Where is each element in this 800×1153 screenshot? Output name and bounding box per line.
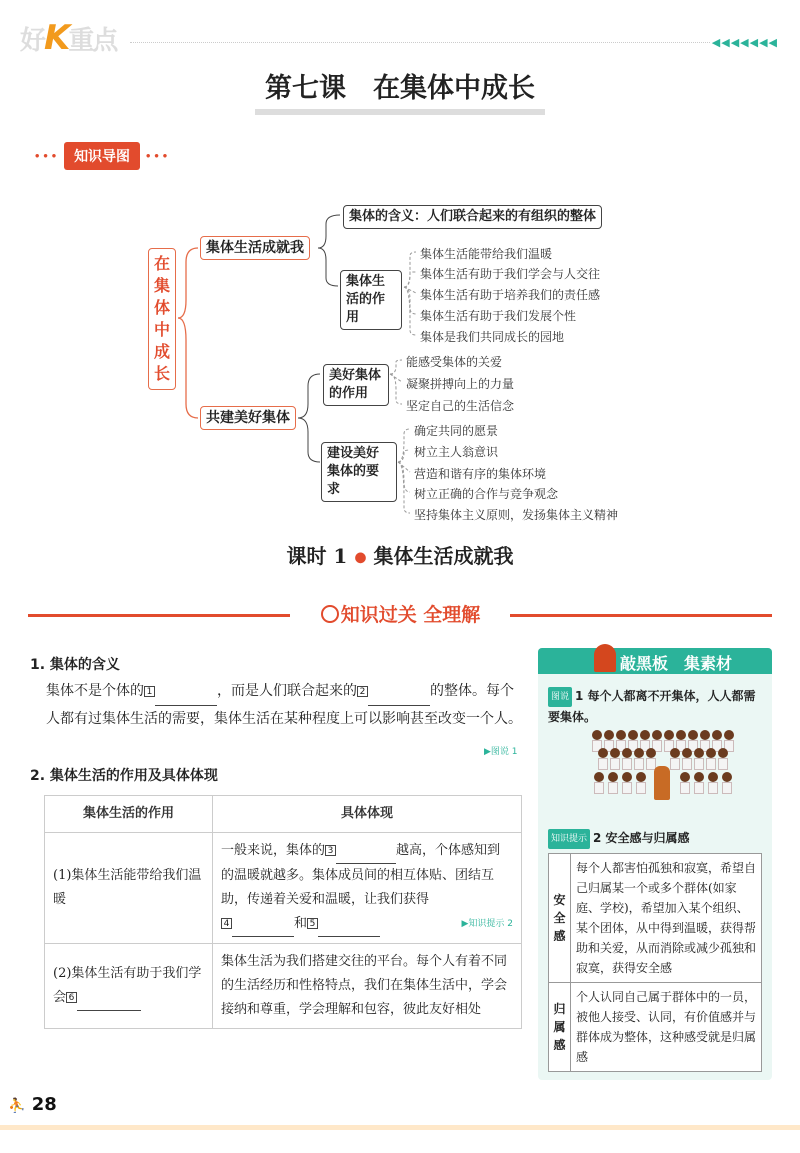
- table-cell-detail: [213, 833, 522, 944]
- q1-text-2: ，而是人们联合起来的: [217, 683, 357, 699]
- mindmap-leaf: 坚定自己的生活信念: [406, 399, 515, 413]
- section-title-topic: 集体生活成就我: [373, 544, 514, 568]
- blank-number: 6: [66, 992, 77, 1003]
- mindmap-definition: 集体的含义：人们联合起来的有组织的整体: [343, 205, 602, 229]
- mindmap-leaf: 坚持集体主义原则，发扬集体主义精神: [414, 508, 619, 522]
- mindmap-leaf: 集体生活能带给我们温暖: [420, 247, 553, 261]
- knowledge-banner: [28, 600, 772, 630]
- blank-6-input[interactable]: [77, 986, 141, 1011]
- blank-number: 1: [144, 686, 155, 697]
- choir-illustration: [590, 728, 734, 804]
- lesson-title: 第七课 在集体中成长: [255, 66, 545, 115]
- q1-heading: 1. 集体的含义: [30, 657, 120, 673]
- row1-text-a: 一般来说，集体的: [221, 843, 326, 858]
- role-table: [44, 795, 522, 1029]
- table-row: [549, 854, 762, 983]
- banner-line-left: [28, 614, 290, 617]
- swirl-icon: [321, 605, 339, 623]
- mindmap-leaf: 集体生活有助于我们发展个性: [420, 309, 577, 323]
- safety-label: 安全感: [549, 854, 571, 983]
- q1-text-1: 集体不是个体的: [46, 683, 144, 699]
- belonging-text: 个人认同自己属于群体中的一员，被他人接受、认同，有价值感并与群体成为整体，这种感受就是归属感: [571, 983, 762, 1072]
- banner-line-right: [510, 614, 772, 617]
- row1-text-b: 越高，个体感知到的温暖就越多。集体成员间的相互体贴、团结互助，传递着关爱和温暖，让我们获得: [221, 843, 501, 907]
- brand-text: 重点: [68, 26, 117, 56]
- table-cell-role: [45, 944, 213, 1029]
- sidebar-title: 敲黑板 集素材: [620, 654, 733, 673]
- lesson-title-wrap: [0, 66, 800, 115]
- mind-map-connectors: [0, 190, 800, 530]
- row2-role: (2)集体生活有助于我们学会: [53, 965, 202, 1005]
- knowledge-tip-ref[interactable]: ▶知识提示 2: [461, 919, 513, 929]
- runner-icon: ⛹: [8, 1098, 26, 1114]
- mindmap-leaf: 凝聚拼搏向上的力量: [406, 377, 515, 391]
- tip-tag: 知识提示: [548, 829, 590, 849]
- bullet-icon: ●: [354, 549, 367, 566]
- mindmap-leaf: 集体生活有助于培养我们的责任感: [420, 288, 601, 302]
- mindmap-leaf: 树立主人翁意识: [414, 445, 499, 459]
- page-number: [8, 1094, 57, 1115]
- sidebar-header: [538, 648, 772, 674]
- blank-4-input[interactable]: [232, 912, 294, 937]
- mindmap-role-b: 美好集体的作用: [323, 364, 389, 406]
- bottom-divider: [0, 1125, 800, 1130]
- belonging-label: 归属感: [549, 983, 571, 1072]
- section-title: [0, 540, 800, 569]
- dots-right-icon: •••: [144, 151, 171, 163]
- brand-logo: 好K重点: [20, 18, 117, 58]
- teacher-icon: [594, 644, 616, 672]
- blank-5-input[interactable]: [318, 912, 380, 937]
- q1-paragraph: [46, 678, 524, 733]
- q2-heading: 2. 集体生活的作用及具体体现: [30, 768, 218, 784]
- figure-tag: 图说: [548, 687, 572, 707]
- mindmap-role-a: 集体生活的作用: [340, 270, 402, 330]
- figure-ref-1[interactable]: ▶图说 1: [484, 747, 518, 757]
- mindmap-leaf: 树立正确的合作与竞争观念: [414, 487, 559, 501]
- sidebar-item-tip: [548, 828, 690, 849]
- banner-label: [298, 600, 503, 627]
- mindmap-leaf: 营造和谐有序的集体环境: [414, 467, 547, 481]
- mind-map: [0, 190, 800, 530]
- knowledge-map-label: 知识导图: [64, 142, 140, 170]
- table-row: [45, 944, 522, 1029]
- mindmap-requirements: 建设美好集体的要求: [321, 442, 397, 502]
- section-title-lesson: 课时 1: [286, 544, 348, 568]
- mindmap-branch-collective-life: 集体生活成就我: [200, 236, 310, 260]
- table-cell-role: (1)集体生活能带给我们温暖: [45, 833, 213, 944]
- mindmap-leaf: 集体是我们共同成长的园地: [420, 330, 565, 344]
- safety-text: 每个人都害怕孤独和寂寞，希望自己归属某一个或多个群体(如家庭、学校)，希望加入某个组织、某个团体，从中得到温暖，获得帮助和关爱，从而消除或减少孤独和寂寞，获得安全感: [571, 854, 762, 983]
- sense-table: [548, 853, 762, 1072]
- mindmap-leaf: 集体生活有助于我们学会与人交往: [420, 267, 601, 281]
- blank-3-input[interactable]: [336, 839, 396, 864]
- table-header-detail: 具体体现: [213, 796, 522, 833]
- blank-number: 5: [307, 918, 318, 929]
- mindmap-branch-build-collective: 共建美好集体: [200, 406, 296, 430]
- table-row: [45, 833, 522, 944]
- sidebar-item-figure-text: 1 每个人都离不开集体，人人都需要集体。: [548, 689, 756, 724]
- sidebar-item-figure: [548, 686, 762, 727]
- table-header-row: [45, 796, 522, 833]
- blank-1-input[interactable]: [155, 678, 217, 706]
- blank-number: 4: [221, 918, 232, 929]
- table-header-role: 集体生活的作用: [45, 796, 213, 833]
- blank-number: 2: [357, 686, 368, 697]
- top-divider: [130, 42, 710, 43]
- row1-and: 和: [294, 916, 308, 931]
- blank-2-input[interactable]: [368, 678, 430, 706]
- top-arrows-icon: ◀◀◀◀◀◀◀: [711, 36, 778, 49]
- table-row: [549, 983, 762, 1072]
- mindmap-leaf: 确定共同的愿景: [414, 424, 499, 438]
- sidebar-item-tip-text: 2 安全感与归属感: [593, 831, 690, 845]
- table-cell-detail: 集体生活为我们搭建交往的平台。每个人有着不同的生活经历和性格特点，我们在集体生活中，学会接纳和尊重，学会理解和包容，彼此友好相处: [213, 944, 522, 1029]
- blackboard-sidebar: [538, 648, 772, 1080]
- page-number-value: 28: [31, 1094, 57, 1115]
- brand-k: K: [44, 18, 69, 58]
- banner-text: 知识过关 全理解: [340, 604, 481, 626]
- mindmap-root: 在集体中成长: [148, 248, 176, 390]
- knowledge-map-tag: [34, 142, 170, 170]
- blank-number: 3: [325, 845, 336, 856]
- mindmap-leaf: 能感受集体的关爱: [406, 355, 503, 369]
- conductor-figure: [654, 766, 670, 800]
- q1-text-3: 的整体。每个人都有过集体生活的需要，集体生活在某种程度上可以影响甚至改变一个人。: [46, 683, 522, 727]
- dots-left-icon: •••: [34, 151, 60, 163]
